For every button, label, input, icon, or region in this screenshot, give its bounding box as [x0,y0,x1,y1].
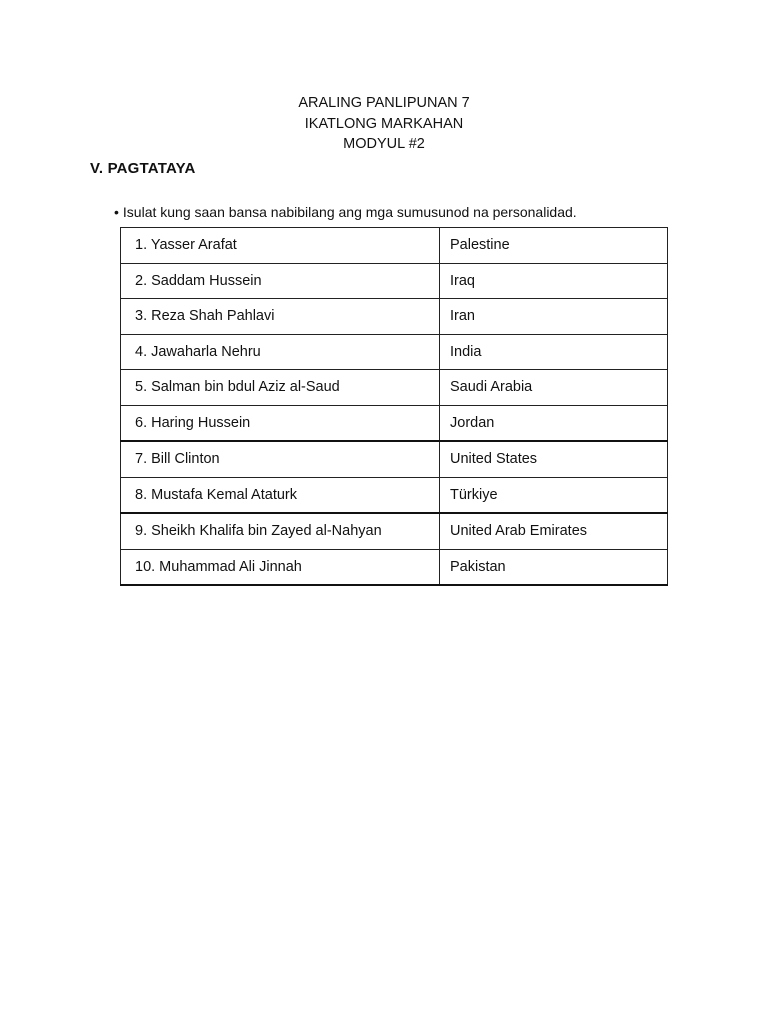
table-row [121,441,668,477]
header-subject: ARALING PANLIPUNAN 7 [298,95,470,111]
person-cell: 4. Jawaharla Nehru [121,334,440,370]
person-cell: 9. Sheikh Khalifa bin Zayed al-Nahyan [121,513,440,549]
table-row [121,477,668,513]
header-quarter: IKATLONG MARKAHAN [304,115,464,132]
table-row [121,549,668,585]
country-cell: Palestine [440,228,668,264]
country-cell: Iraq [440,263,668,299]
country-cell: United Arab Emirates [440,513,668,549]
person-cell: 1. Yasser Arafat [121,228,440,264]
person-cell: 3. Reza Shah Pahlavi [121,299,440,335]
document-header [0,93,768,155]
person-cell: 10. Muhammad Ali Jinnah [121,549,440,585]
person-cell: 5. Salman bin bdul Aziz al-Saud [121,370,440,406]
table-row [121,370,668,406]
country-cell: Saudi Arabia [440,370,668,406]
person-cell: 8. Mustafa Kemal Ataturk [121,477,440,513]
person-cell: 2. Saddam Hussein [121,263,440,299]
person-cell: 6. Haring Hussein [121,405,440,441]
country-cell: Iran [440,299,668,335]
bullet-icon: • [114,204,119,220]
country-cell: United States [440,441,668,477]
instruction-text: Isulat kung saan bansa nabibilang ang mga sumusunod na personalidad. [122,204,577,220]
header-module: MODYUL #2 [343,136,425,152]
country-cell: Türkiye [440,477,668,513]
table-row [121,263,668,299]
person-cell: 7. Bill Clinton [121,441,440,477]
country-cell: Pakistan [440,549,668,585]
country-cell: India [440,334,668,370]
table-row [121,228,668,264]
country-cell: Jordan [440,405,668,441]
section-title: V. PAGTATAYA [90,160,196,177]
table-row [121,299,668,335]
table-row [121,334,668,370]
answers-table [120,227,668,586]
table-row [121,513,668,549]
table-row [121,405,668,441]
instruction [114,204,577,220]
